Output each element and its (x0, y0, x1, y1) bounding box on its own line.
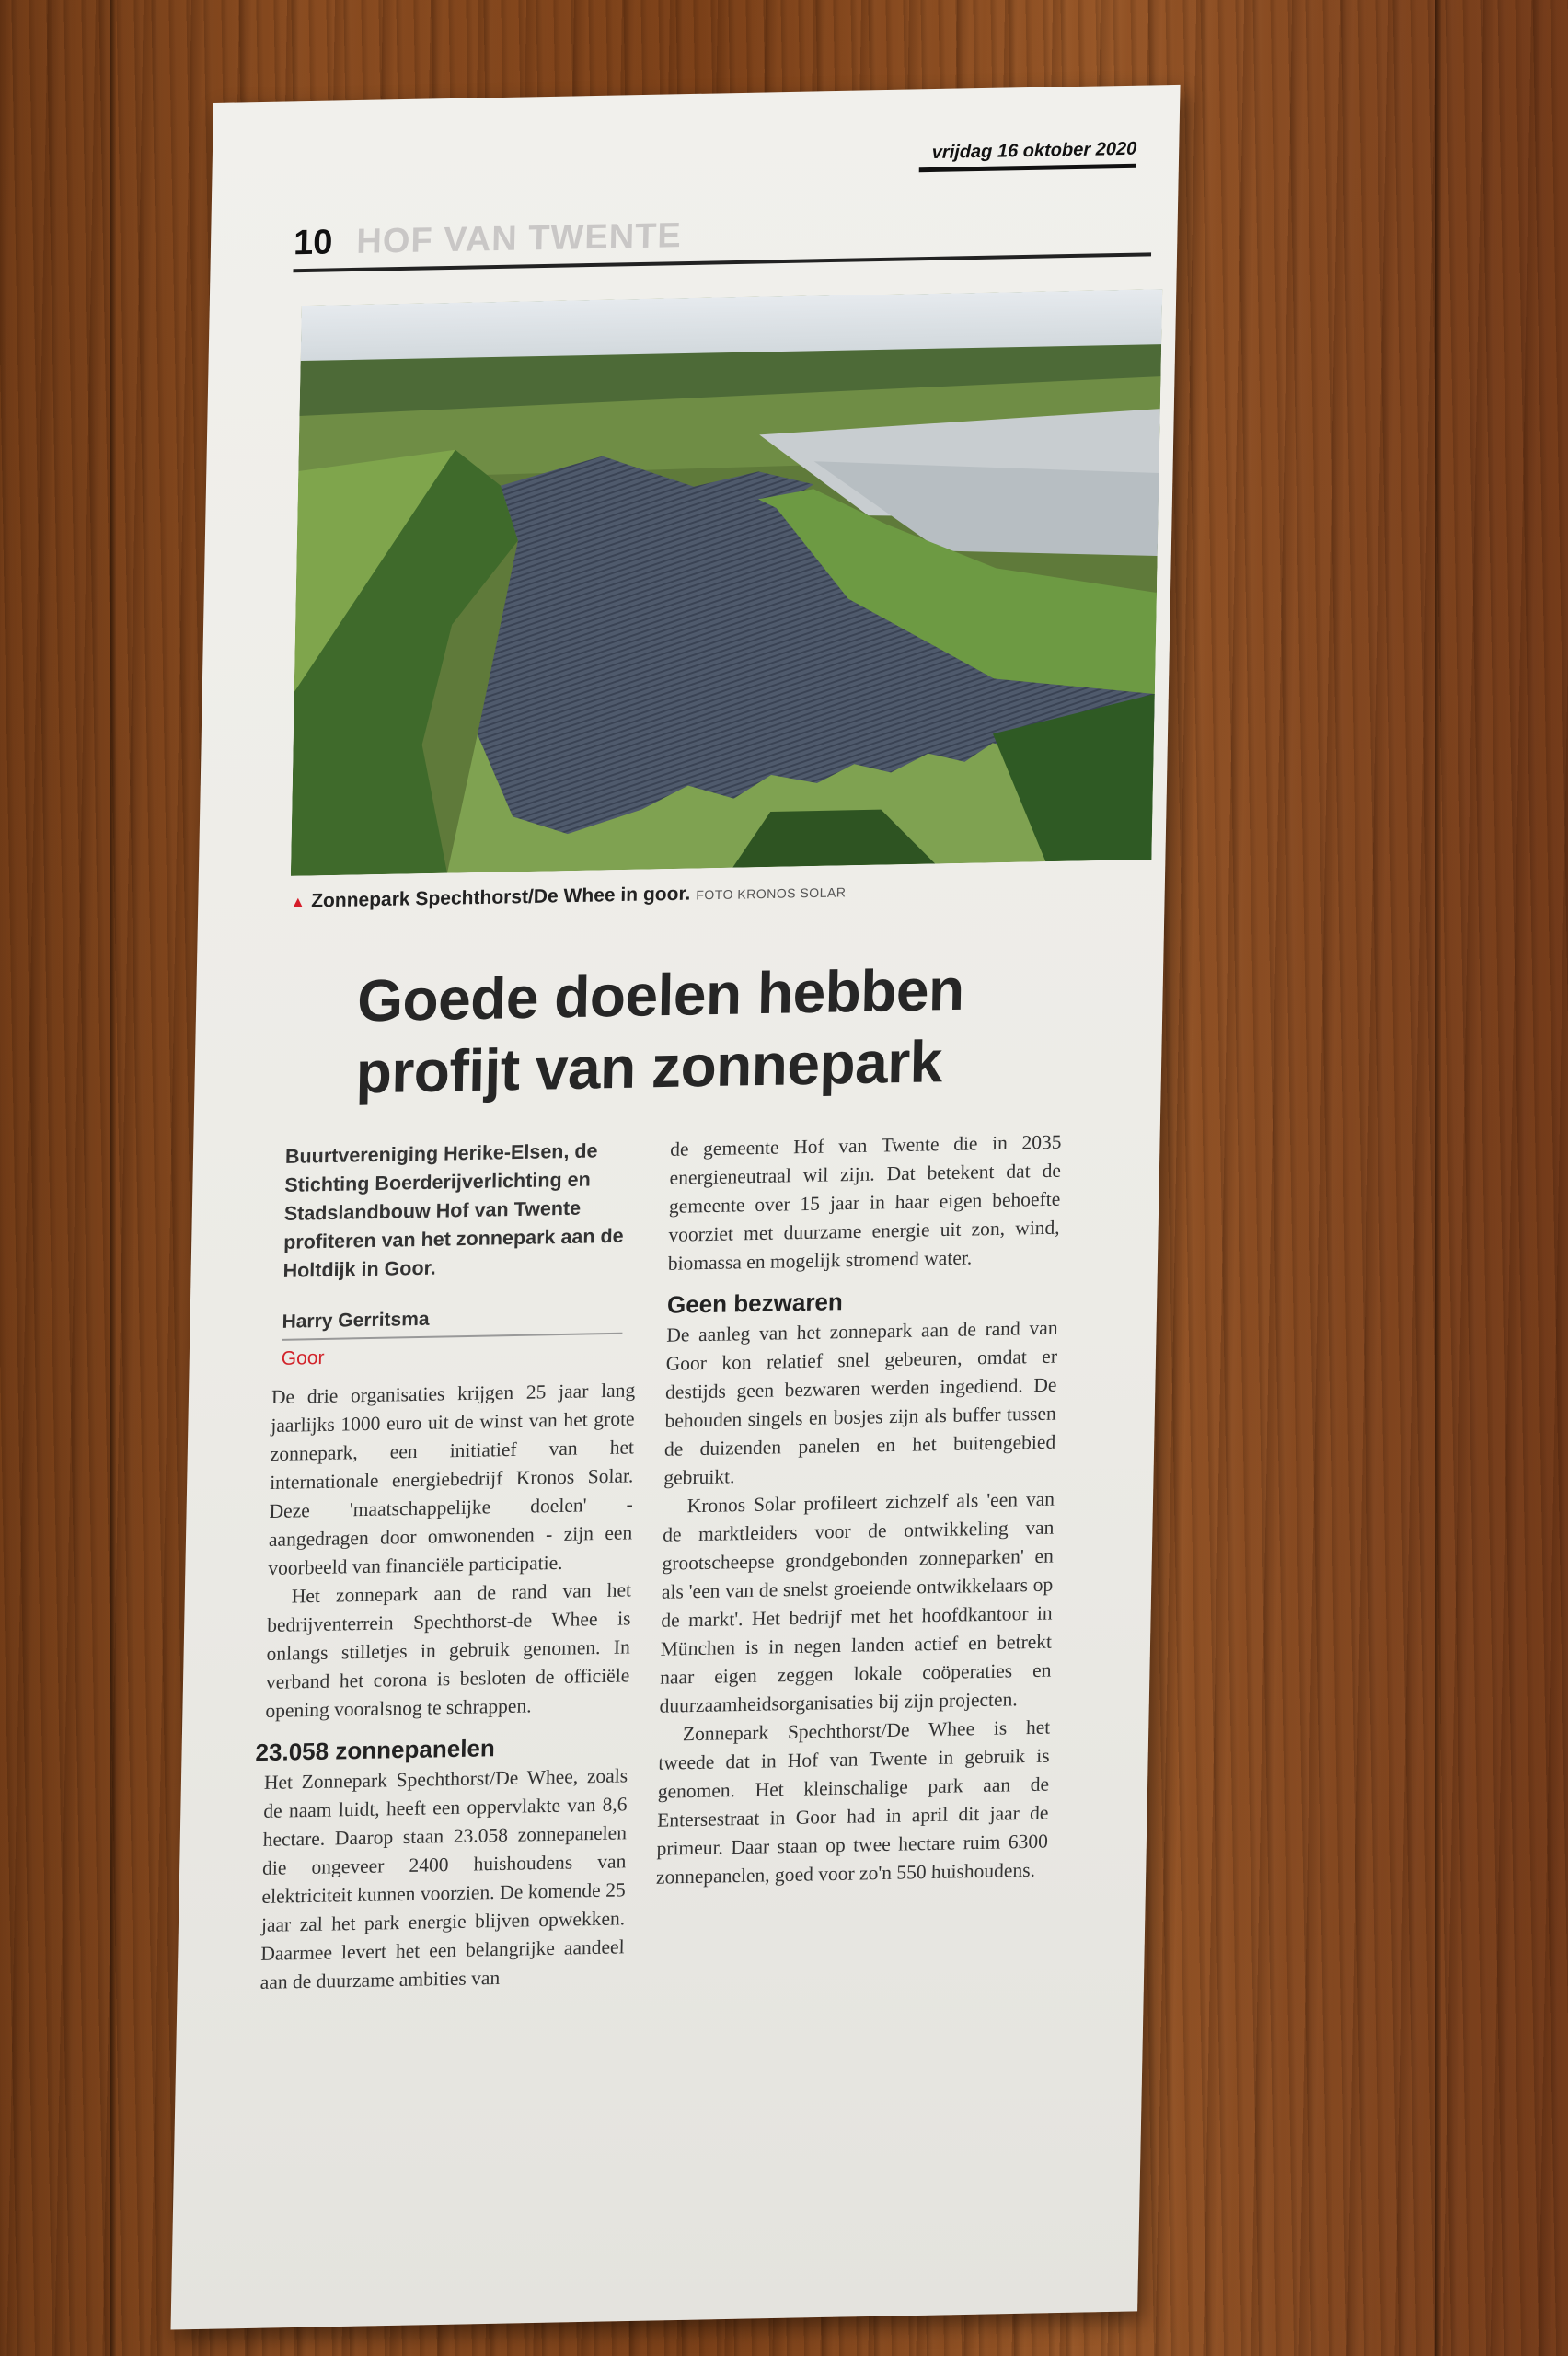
table-seam (1435, 0, 1441, 2356)
article-paragraph: Kronos Solar profileert zichzelf als 'een van de marktleiders voor de ontwikkeling van grootscheepse grondgebonden zonneparken' en als 'een van de snelst groeiende ontwikkelaars op de markt'. Het bedrijf met het hoofdkantoor in München is in negen landen actief en betrekt naar eigen zeggen lokale coöperaties en duurzaamheidsorganisaties bij zijn projecten. (659, 1487, 1055, 1717)
issue-date: vrijdag 16 oktober 2020 (918, 139, 1136, 173)
article-column-left (241, 1136, 640, 1997)
article-column-right (656, 1128, 1062, 1892)
page-header (293, 202, 1152, 272)
triangle-icon: ▲ (290, 893, 306, 911)
article-paragraph: Zonnepark Spechthorst/De Whee is het tweede dat in Hof van Twente in gebruik is genomen. Het kleinschalige park aan de Entersestraat in Goor had in april dit jaar de primeur. Daar staan op twee hectare ruim 6300 zonnepanelen, goed voor zo'n 550 huishoudens. (655, 1715, 1051, 1888)
photo-credit: FOTO KRONOS SOLAR (696, 884, 847, 903)
article-paragraph: De drie organisaties krijgen 25 jaar lang jaarlijks 1000 euro uit de winst van het grote zonnepark, een initiatief van het internationale energiebedrijf Kronos Solar. Deze 'maatschappelijke doelen' - aangedragen door omwonenden - zijn een voorbeeld van financiële participatie. (268, 1379, 636, 1579)
caption-text: Zonnepark Spechthorst/De Whee in goor. (310, 883, 691, 912)
section-title: HOF VAN TWENTE (356, 216, 683, 261)
table-seam (110, 0, 116, 2356)
article-paragraph: De aanleg van het zonnepark aan de rand van Goor kon relatief snel gebeuren, omdat er destijds geen bezwaren werden ingediend. De behouden singels en bosjes zijn als buffer tussen de duizenden panelen en het buitengebied gebruikt. (663, 1316, 1058, 1489)
newspaper-clipping (171, 85, 1181, 2330)
photo-caption (290, 874, 1151, 913)
article-paragraph: de gemeente Hof van Twente die in 2035 energieneutraal wil zijn. Dat betekent dat de gemeente over 15 jaar in haar eigen behoefte voorziet met duurzame energie uit zon, wind, biomassa en mogelijk stromend water. (667, 1130, 1062, 1275)
solar-park-photo (291, 289, 1162, 876)
author-byline: Harry Gerritsma (282, 1305, 623, 1341)
article-headline: Goede doelen hebben profijt van zonnepark (355, 955, 965, 1106)
page-number: 10 (293, 223, 333, 263)
article-lead: Buurtvereniging Herike-Elsen, de Stichting Boerderijverlichting en Stadslandbouw Hof van Twente profiteren van het zonnepark aan de Holtdijk in Goor. (282, 1139, 624, 1282)
subheading: 23.058 zonnepanelen (255, 1734, 496, 1767)
subheading: Geen bezwaren (666, 1288, 844, 1319)
article-paragraph: Het zonnepark aan de rand van het bedrijventerrein Spechthorst-de Whee is onlangs stilletjes in gebruik genomen. In verband het corona is besloten de officiële opening vooralsnog te schrappen. (265, 1578, 632, 1722)
article-paragraph: Het Zonnepark Spechthorst/De Whee, zoals de naam luidt, heeft een oppervlakte van 8,6 hectare. Daarop staan 23.058 zonnepanelen die ongeveer 2400 huishoudens van elektriciteit kunnen voorzien. De komende 25 jaar zal het park energie blijven opwekken. Daarmee levert het een belangrijke aandeel aan de duurzame ambities van (259, 1764, 628, 1993)
dateline-location: Goor (281, 1346, 325, 1369)
